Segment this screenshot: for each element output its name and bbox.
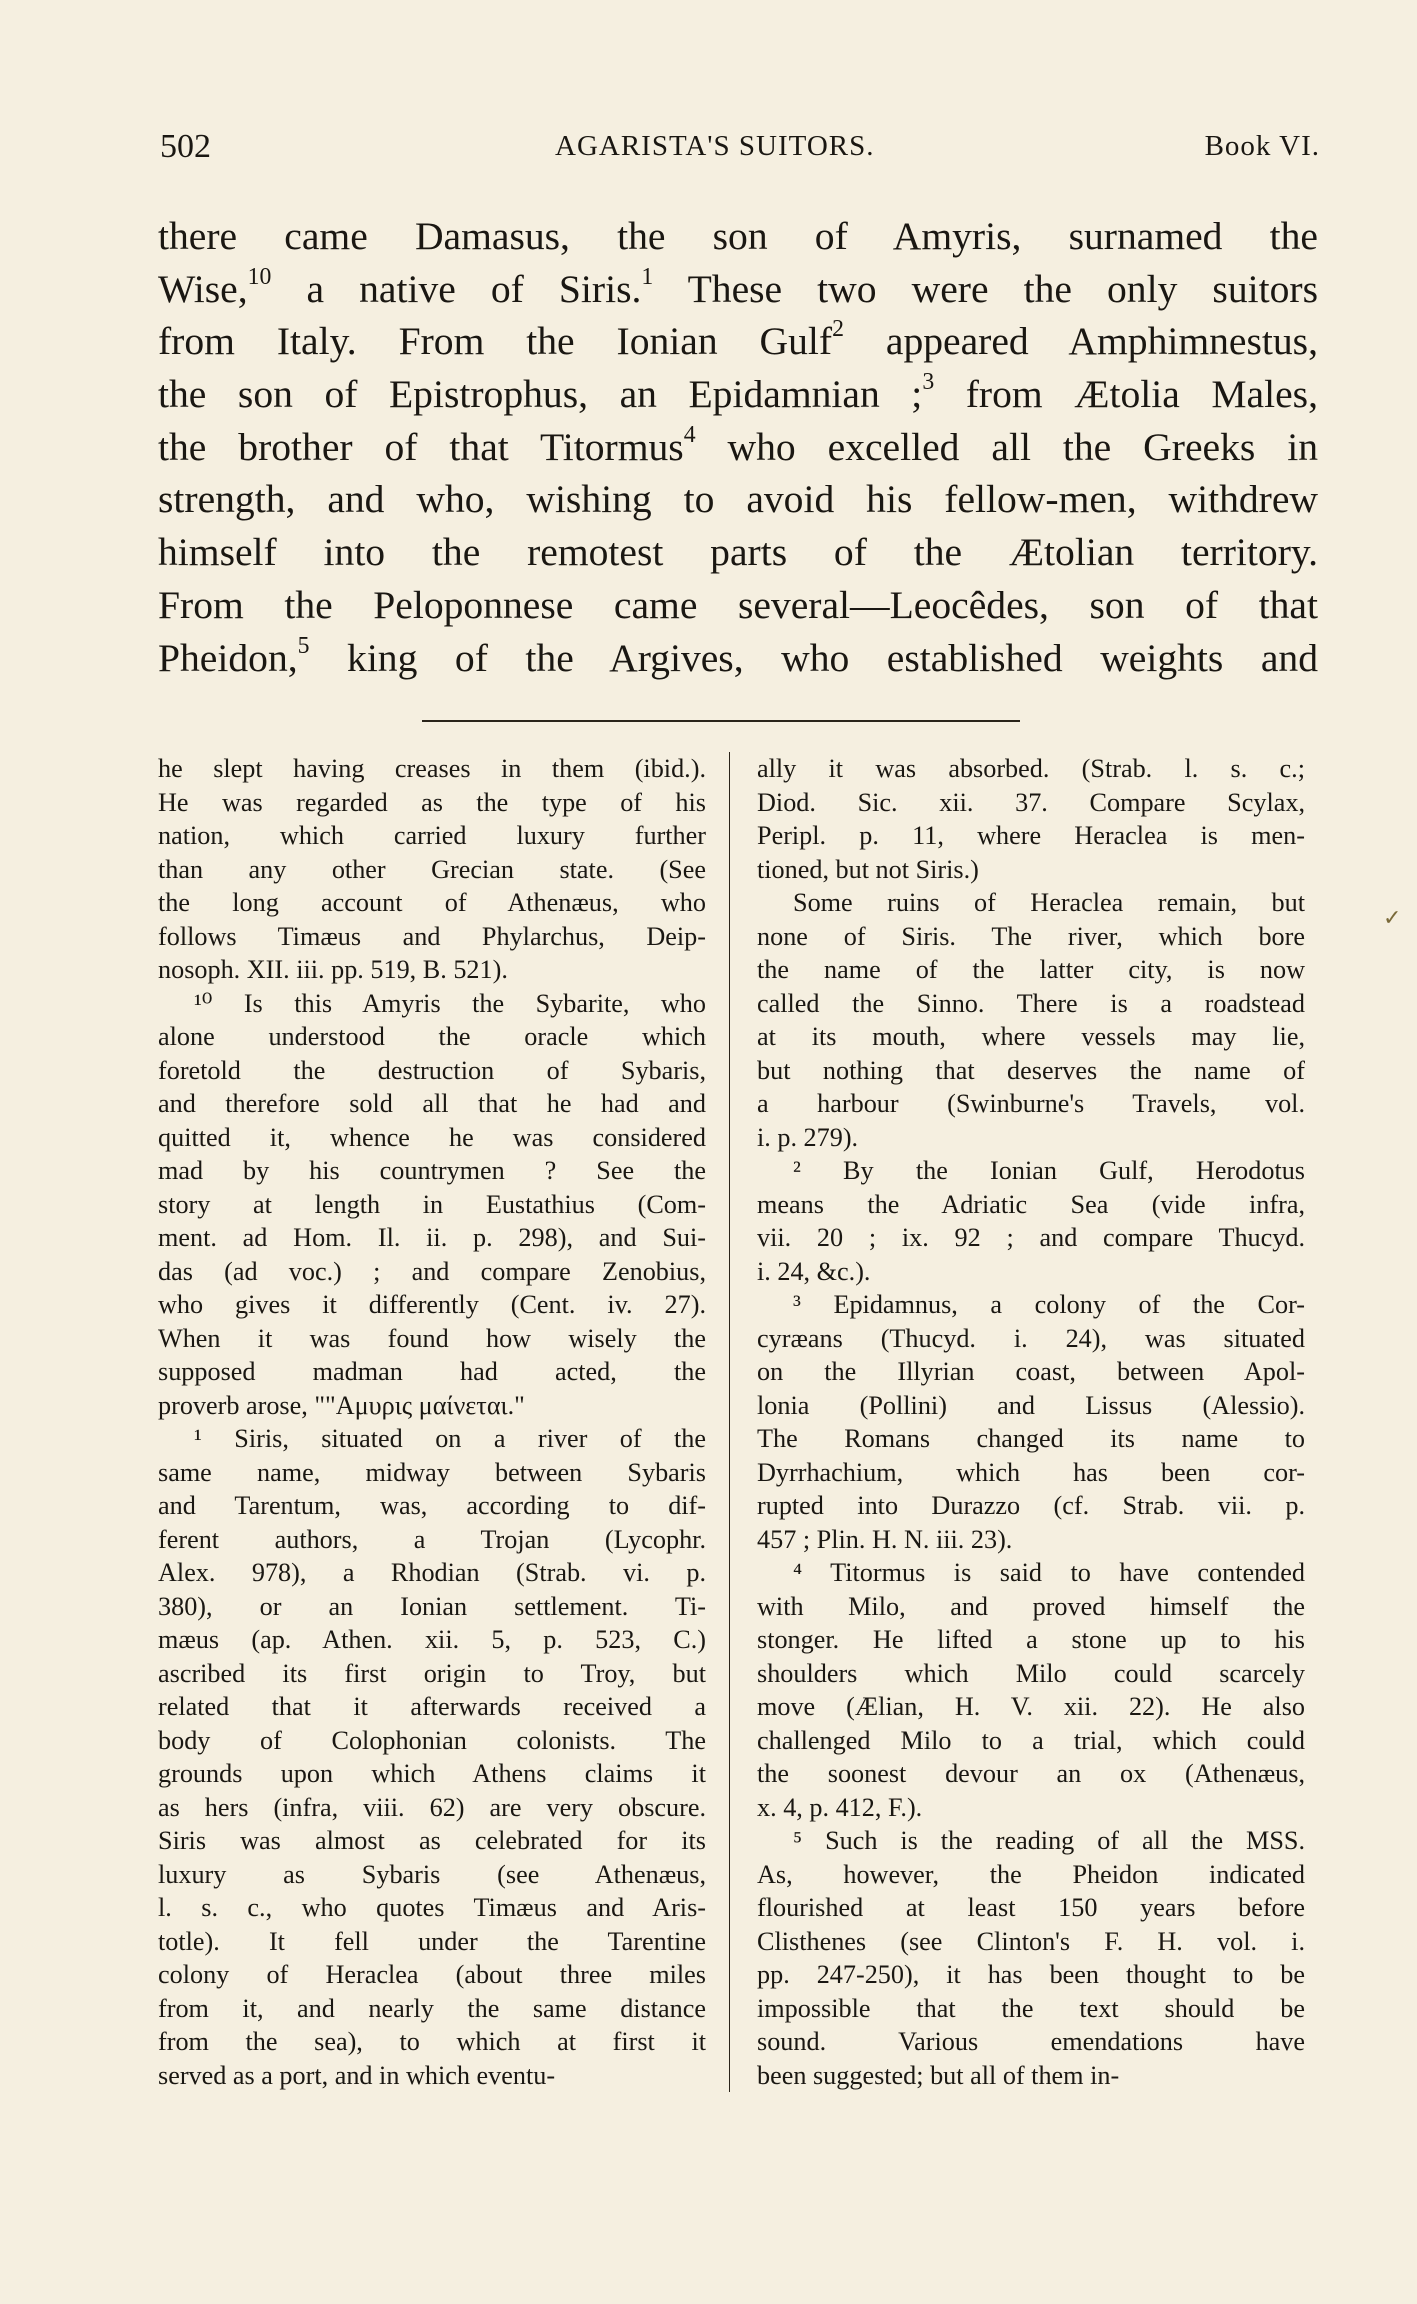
footnote-line: grounds upon which Athens claims it bbox=[158, 1759, 706, 1788]
footnote-line: than any other Grecian state. (See bbox=[158, 854, 706, 884]
main-text-segment: the son of Epistrophus, an Epidamnian ; bbox=[158, 372, 923, 417]
footnote-line: rupted into Durazzo (cf. Strab. vii. p. bbox=[757, 1491, 1305, 1520]
main-text-segment: Wise, bbox=[158, 266, 248, 311]
footnote-line: cyræans (Thucyd. i. 24), was situated bbox=[757, 1323, 1305, 1353]
footnote-line: a harbour (Swinburne's Travels, vol. bbox=[757, 1089, 1305, 1118]
main-text bbox=[158, 210, 1318, 684]
main-text-segment: from Italy. From the Ionian Gulf bbox=[158, 319, 833, 364]
footnote-line: Dyrrhachium, which has been cor- bbox=[757, 1457, 1305, 1487]
footnote-line: the long account of Athenæus, who bbox=[158, 888, 706, 917]
footnote-line: alone understood the oracle which bbox=[158, 1022, 706, 1051]
footnote-line: ferent authors, a Trojan (Lycophr. bbox=[158, 1524, 706, 1554]
footnote-line: shoulders which Milo could scarcely bbox=[757, 1658, 1305, 1688]
main-text-line bbox=[158, 263, 1318, 316]
footnote-line: ascribed its first origin to Troy, but bbox=[158, 1658, 706, 1688]
main-text-line bbox=[158, 473, 1318, 526]
main-text-segment: These two were the only suitors bbox=[653, 266, 1318, 311]
main-text-segment: from Ætolia Males, bbox=[934, 372, 1318, 417]
footnote-line: called the Sinno. There is a roadstead bbox=[757, 988, 1305, 1018]
footnote-line: i. 24, &c.). bbox=[757, 1256, 871, 1286]
footnote-line: pp. 247-250), it has been thought to be bbox=[757, 1960, 1305, 1989]
footnote-line: move (Ælian, H. V. xii. 22). He also bbox=[757, 1692, 1305, 1721]
footnote-line: lonia (Pollini) and Lissus (Alessio). bbox=[757, 1390, 1305, 1420]
footnote-line: from it, and nearly the same distance bbox=[158, 1993, 706, 2023]
footnote-line: ally it was absorbed. (Strab. l. s. c.; bbox=[757, 754, 1305, 783]
main-text-line bbox=[158, 368, 1318, 421]
footnote-line: tioned, but not Siris.) bbox=[757, 854, 979, 884]
footnote-line: challenged Milo to a trial, which could bbox=[757, 1725, 1305, 1755]
main-text-segment: who excelled all the Greeks in bbox=[695, 424, 1318, 469]
footnote-line: related that it afterwards received a bbox=[158, 1692, 706, 1721]
footnote-line: das (ad voc.) ; and compare Zenobius, bbox=[158, 1256, 706, 1286]
footnote-line: x. 4, p. 412, F.). bbox=[757, 1792, 923, 1822]
footnote-line: as hers (infra, viii. 62) are very obscure. bbox=[158, 1792, 706, 1822]
footnote-line: Alex. 978), a Rhodian (Strab. vi. p. bbox=[158, 1558, 706, 1587]
footnote-line: supposed madman had acted, the bbox=[158, 1357, 706, 1386]
footnote-separator bbox=[422, 720, 1020, 722]
footnote-ref: 4 bbox=[683, 421, 696, 448]
footnote-line: vii. 20 ; ix. 92 ; and compare Thucyd. bbox=[757, 1223, 1305, 1252]
footnote-line: 380), or an Ionian settlement. Ti- bbox=[158, 1591, 706, 1621]
footnote-line: and therefore sold all that he had and bbox=[158, 1089, 706, 1118]
footnote-line: ¹⁰ Is this Amyris the Sybarite, who bbox=[194, 988, 706, 1018]
footnote-line: l. s. c., who quotes Timæus and Aris- bbox=[158, 1893, 706, 1922]
footnote-line: 457 ; Plin. H. N. iii. 23). bbox=[757, 1524, 1013, 1554]
footnote-line: who gives it differently (Cent. iv. 27). bbox=[158, 1290, 706, 1319]
footnote-line: ⁴ Titormus is said to have contended bbox=[793, 1558, 1305, 1587]
footnotes-left-column bbox=[158, 752, 706, 2092]
footnote-ref: 2 bbox=[832, 316, 844, 343]
footnote-line: He was regarded as the type of his bbox=[158, 787, 706, 817]
footnote-line: ment. ad Hom. Il. ii. p. 298), and Sui- bbox=[158, 1223, 706, 1252]
footnote-line: Siris was almost as celebrated for its bbox=[158, 1826, 706, 1855]
footnote-line: at its mouth, where vessels may lie, bbox=[757, 1022, 1305, 1051]
footnote-line: same name, midway between Sybaris bbox=[158, 1457, 706, 1487]
footnote-line: stonger. He lifted a stone up to his bbox=[757, 1625, 1305, 1654]
main-text-segment: himself into the remotest parts of the Ætolian territory. bbox=[158, 530, 1318, 575]
footnote-line: Clisthenes (see Clinton's F. H. vol. i. bbox=[757, 1926, 1305, 1956]
footnote-line: Peripl. p. 11, where Heraclea is men- bbox=[757, 821, 1305, 850]
footnote-line: follows Timæus and Phylarchus, Deip- bbox=[158, 921, 706, 951]
footnote-line: impossible that the text should be bbox=[757, 1993, 1305, 2023]
footnote-line: As, however, the Pheidon indicated bbox=[757, 1859, 1305, 1889]
footnote-line: mæus (ap. Athen. xii. 5, p. 523, C.) bbox=[158, 1625, 706, 1654]
footnote-line: colony of Heraclea (about three miles bbox=[158, 1960, 706, 1989]
footnote-ref: 1 bbox=[641, 263, 654, 290]
footnotes-right-column bbox=[757, 752, 1305, 2092]
footnote-line: ³ Epidamnus, a colony of the Cor- bbox=[793, 1290, 1305, 1319]
footnote-line: but nothing that deserves the name of bbox=[757, 1055, 1305, 1085]
footnote-line: ⁵ Such is the reading of all the MSS. bbox=[793, 1826, 1305, 1855]
margin-mark: ✓ bbox=[1383, 906, 1402, 931]
running-title: AGARISTA'S SUITORS. bbox=[555, 130, 875, 162]
main-text-line bbox=[158, 210, 1318, 263]
footnote-ref: 10 bbox=[247, 263, 272, 290]
footnote-ref: 5 bbox=[297, 632, 310, 659]
main-text-line bbox=[158, 421, 1318, 474]
footnote-line: from the sea), to which at first it bbox=[158, 2027, 706, 2056]
footnote-line: proverb arose, ""Αμυρις μαίνεται." bbox=[158, 1390, 525, 1420]
footnote-line: totle). It fell under the Tarentine bbox=[158, 1926, 706, 1956]
main-text-segment: the brother of that Titormus bbox=[158, 424, 684, 469]
main-text-line bbox=[158, 315, 1318, 368]
main-text-segment: From the Peloponnese came several—Leocêdes, son of that bbox=[158, 582, 1318, 627]
footnote-line: with Milo, and proved himself the bbox=[757, 1591, 1305, 1621]
main-text-line bbox=[158, 579, 1318, 632]
main-text-segment: king of the Argives, who established weights and bbox=[309, 635, 1318, 680]
main-text-line bbox=[158, 632, 1318, 685]
running-header bbox=[160, 128, 1320, 172]
main-text-segment: a native of Siris. bbox=[271, 266, 642, 311]
footnote-line: The Romans changed its name to bbox=[757, 1424, 1305, 1453]
footnote-line: he slept having creases in them (ibid.). bbox=[158, 754, 706, 783]
footnote-line: flourished at least 150 years before bbox=[757, 1893, 1305, 1922]
footnote-line: When it was found how wisely the bbox=[158, 1323, 706, 1353]
footnote-line: none of Siris. The river, which bore bbox=[757, 921, 1305, 951]
footnote-line: foretold the destruction of Sybaris, bbox=[158, 1055, 706, 1085]
footnote-line: on the Illyrian coast, between Apol- bbox=[757, 1357, 1305, 1386]
footnote-line: luxury as Sybaris (see Athenæus, bbox=[158, 1859, 706, 1889]
book-label: Book VI. bbox=[1204, 130, 1320, 162]
footnote-line: i. p. 279). bbox=[757, 1122, 859, 1152]
footnote-line: been suggested; but all of them in- bbox=[757, 2060, 1120, 2090]
footnote-line: means the Adriatic Sea (vide infra, bbox=[757, 1189, 1305, 1219]
footnote-line: sound. Various emendations have bbox=[757, 2027, 1305, 2056]
footnote-line: nation, which carried luxury further bbox=[158, 821, 706, 850]
footnote-line: nosoph. XII. iii. pp. 519, B. 521). bbox=[158, 955, 508, 984]
footnote-line: ² By the Ionian Gulf, Herodotus bbox=[793, 1156, 1305, 1185]
main-text-segment: appeared Amphimnestus, bbox=[843, 319, 1318, 364]
column-divider bbox=[729, 752, 730, 2092]
footnote-ref: 3 bbox=[922, 369, 935, 396]
footnote-line: the soonest devour an ox (Athenæus, bbox=[757, 1759, 1305, 1788]
main-text-segment: Pheidon, bbox=[158, 635, 298, 680]
footnote-line: Some ruins of Heraclea remain, but bbox=[793, 888, 1305, 917]
page-number: 502 bbox=[160, 128, 211, 165]
footnote-line: and Tarentum, was, according to dif- bbox=[158, 1491, 706, 1520]
main-text-segment: strength, and who, wishing to avoid his fellow-men, withdrew bbox=[158, 477, 1318, 522]
footnote-line: the name of the latter city, is now bbox=[757, 955, 1305, 984]
main-text-line bbox=[158, 526, 1318, 579]
main-text-segment: there came Damasus, the son of Amyris, surnamed the bbox=[158, 214, 1318, 258]
footnote-line: quitted it, whence he was considered bbox=[158, 1122, 706, 1152]
footnote-line: mad by his countrymen ? See the bbox=[158, 1156, 706, 1185]
footnote-line: served as a port, and in which eventu- bbox=[158, 2060, 556, 2090]
footnote-line: story at length in Eustathius (Com- bbox=[158, 1189, 706, 1219]
footnote-line: Diod. Sic. xii. 37. Compare Scylax, bbox=[757, 787, 1305, 817]
footnote-line: ¹ Siris, situated on a river of the bbox=[194, 1424, 706, 1453]
footnote-line: body of Colophonian colonists. The bbox=[158, 1725, 706, 1755]
